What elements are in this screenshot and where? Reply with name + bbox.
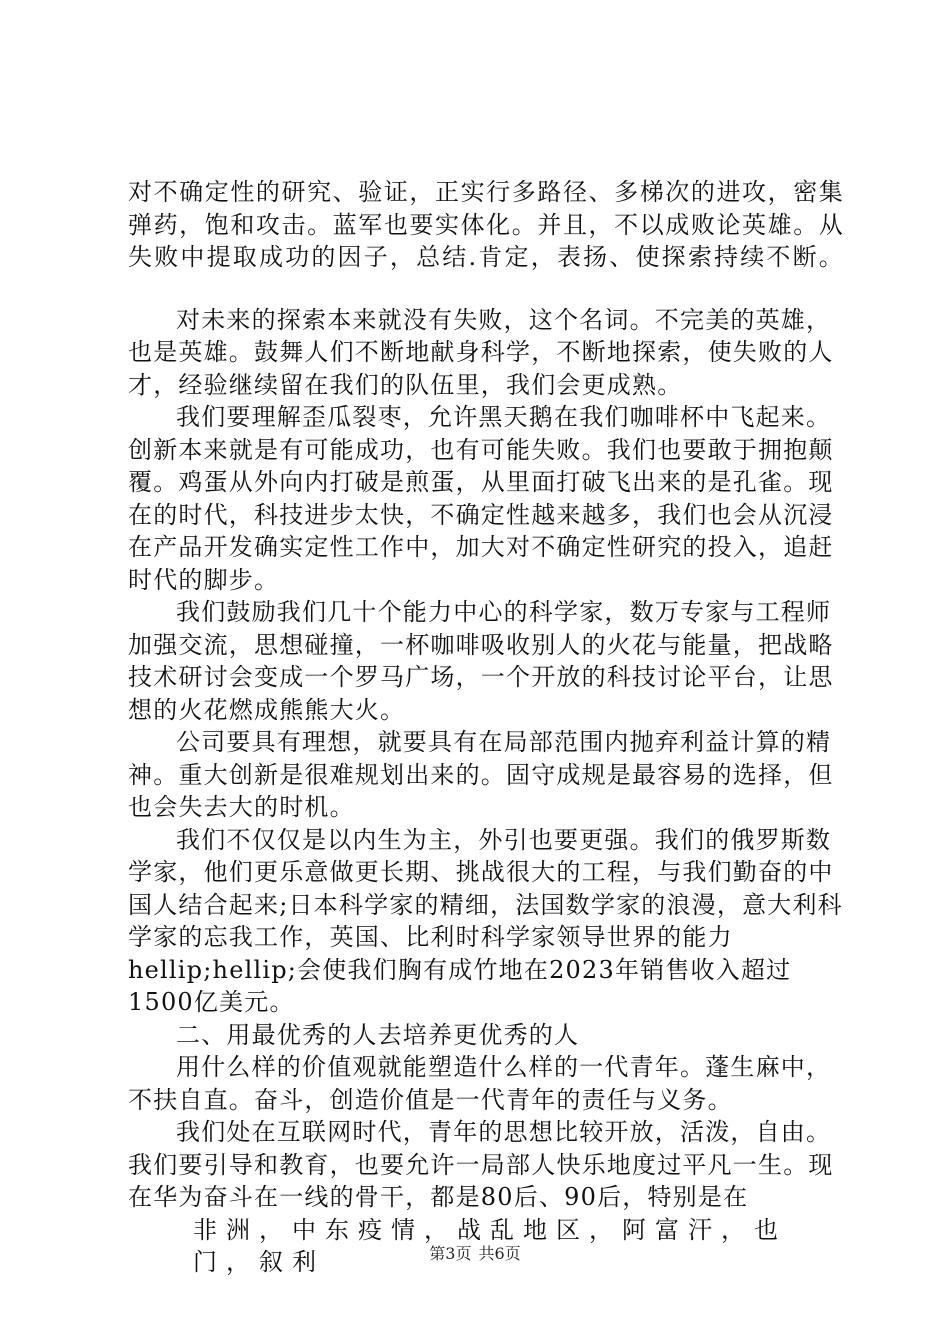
section-heading: 二、用最优秀的人去培养更优秀的人 bbox=[176, 1020, 580, 1049]
page-total: 共6页 bbox=[478, 1244, 521, 1263]
paragraph-8: 我们处在互联网时代，青年的思想比较开放，活泼，自由。我们要引导和教育，也要允许一局部人快乐地度过平凡一生。现在华为奋斗在一线的骨干，都是80后、90后，特别是在 bbox=[128, 1118, 834, 1211]
paragraph-6: 我们不仅仅是以内生为主，外引也要更强。我们的俄罗斯数学家，他们更乐意做更长期、挑战很大的工程，与我们勤奋的中国人结合起来;日本科学家的精细，法国数学家的浪漫，意大利科学家的忘我工作，英国、比利时科学家领导世界的能力hellip;hellip;会使我们胸有成竹地在2023年销售收入超过1500亿美元。 bbox=[128, 825, 843, 1016]
paragraph-1: 对不确定性的研究、验证，正实行多路径、多梯次的进攻，密集弹药，饱和攻击。蓝军也要实体化。并且，不以成败论英雄。从失败中提取成功的因子，总结.肯定，表扬、使探索持续不断。 bbox=[128, 178, 844, 271]
page-number: 第3页 bbox=[429, 1244, 472, 1263]
paragraph-3: 我们要理解歪瓜裂枣，允许黑天鹅在我们咖啡杯中飞起来。创新本来就是有可能成功，也有可能失败。我们也要敢于拥抱颠覆。鸡蛋从外向内打破是煎蛋，从里面打破飞出来的是孔雀。现在的时代，科技进步太快，不确定性越来越多，我们也会从沉浸在产品开发确实定性工作中，加大对不确定性研究的投入，追赶时代的脚步。 bbox=[128, 403, 834, 594]
paragraph-5: 公司要具有理想，就要具有在局部范围内抛弃利益计算的精神。重大创新是很难规划出来的。固守成规是最容易的选择，但也会失去大的时机。 bbox=[128, 728, 834, 821]
paragraph-2: 对未来的探索本来就没有失败，这个名词。不完美的英雄，也是英雄。鼓舞人们不断地献身科学，不断地探索，使失败的人才，经验继续留在我们的队伍里，我们会更成熟。 bbox=[128, 305, 834, 399]
paragraph-7: 用什么样的价值观就能塑造什么样的一代青年。蓬生麻中，不扶自直。奋斗，创造价值是一代青年的责任与义务。 bbox=[128, 1053, 832, 1114]
document-body bbox=[128, 176, 844, 1279]
paragraph-9: 非洲，中东疫情，战乱地区，阿富汗，也门，叙利 bbox=[193, 1215, 787, 1276]
paragraph-4: 我们鼓励我们几十个能力中心的科学家，数万专家与工程师加强交流，思想碰撞，一杯咖啡吸收别人的火花与能量，把战略技术研讨会变成一个罗马广场，一个开放的科技讨论平台，让思想的火花燃成熊熊大火。 bbox=[128, 598, 834, 724]
page-footer bbox=[0, 1241, 950, 1264]
